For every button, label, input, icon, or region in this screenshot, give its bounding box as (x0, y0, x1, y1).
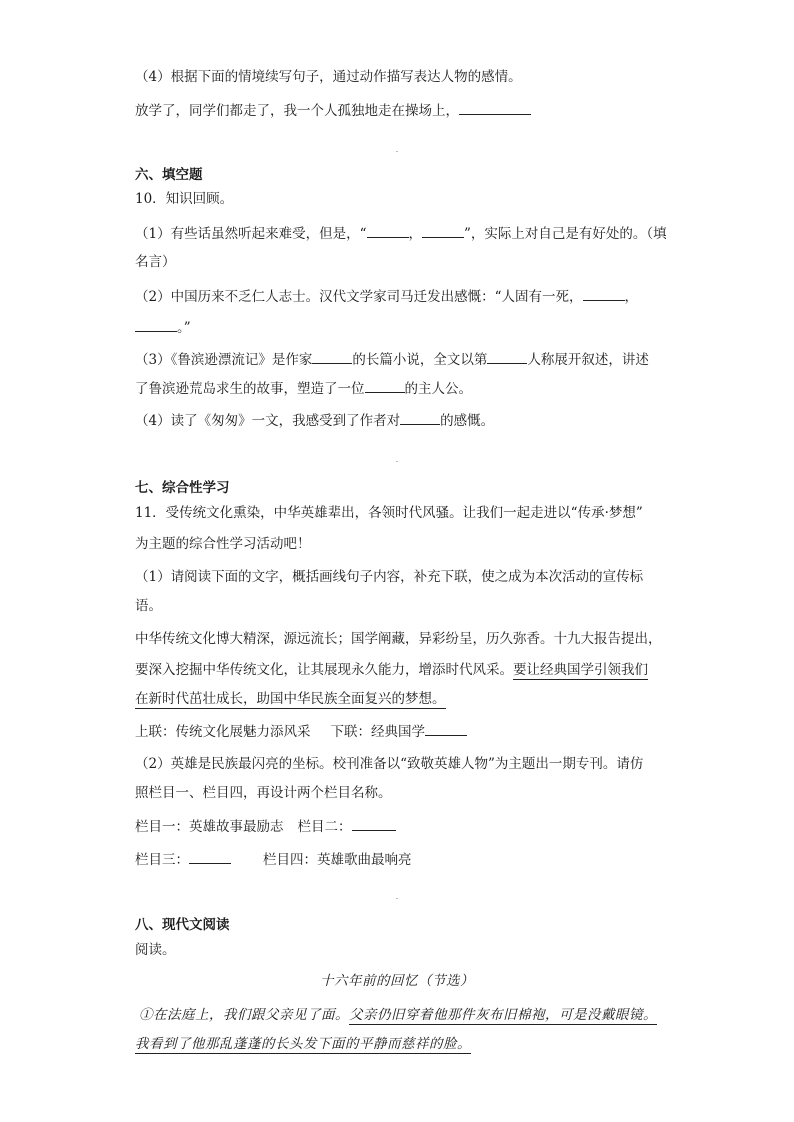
q10-part4: （4）读了《匆匆》一文，我感受到了作者对 的感慨。 (135, 409, 494, 432)
underlined-sentence: 在新时代茁壮成长，助国中华民族全面复兴的梦想。 (135, 691, 446, 707)
answer-blank[interactable] (487, 348, 527, 364)
q11-part1-cont: 语。 (135, 598, 162, 614)
q10-part3-cont: 了鲁滨逊荒岛求生的故事，塑造了一位 的主人公。 (135, 377, 472, 400)
answer-blank[interactable] (365, 377, 405, 393)
couplet-line (135, 720, 467, 743)
q11-part2: （2）英雄是民族最闪亮的坐标。校刊准备以“致敬英雄人物”为主题出一期专刊。请仿 (135, 756, 644, 772)
answer-blank[interactable] (367, 222, 409, 238)
q10-part3: （3）《鲁滨逊漂流记》是作家 的长篇小说，全文以第 人称展开叙述，讲述 (135, 348, 649, 371)
q10-part1: （1）有些话虽然听起来难受，但是，“ ， ”，实际上对自己是有好处的。（填 (135, 222, 667, 245)
divider-dot (396, 461, 398, 462)
answer-blank[interactable] (459, 99, 531, 115)
column-4: 栏目四：英雄歌曲最响亮 (263, 852, 412, 868)
reading-intro: 阅读。 (135, 942, 176, 958)
couplet-upper: 上联：传统文化展魅力添风采 (135, 724, 311, 740)
passage-title: 十六年前的回忆（节选） (320, 973, 474, 989)
question-11: 11．受传统文化熏染，中华英雄辈出，各领时代风骚。让我们一起走进以“传承·梦想” (135, 505, 643, 521)
underlined-sentence: 我看到了他那乱蓬蓬的长头发下面的平静而慈祥的脸。 (135, 1036, 471, 1052)
column-3: 栏目三： (135, 852, 189, 868)
passage-paragraph-cont (135, 1033, 471, 1055)
column-row (135, 848, 412, 871)
question-10: 10．知识回顾。 (135, 191, 234, 207)
column-2: 栏目二： (297, 819, 352, 835)
column-row (135, 815, 396, 838)
passage-line (135, 688, 446, 710)
answer-blank[interactable] (135, 316, 177, 332)
q10-part2: （2）中国历来不乏仁人志士。汉代文学家司马迁发出感慨：“人固有一死， ， (135, 285, 638, 308)
answer-blank[interactable] (583, 285, 625, 301)
section-heading-fill-blank: 六、填空题 (135, 167, 203, 183)
answer-blank[interactable] (422, 222, 464, 238)
passage-line: 要深入挖掘中华传统文化，让其展现永久能力，增添时代风采。要让经典国学引领我们 (135, 662, 648, 678)
column-1: 栏目一：英雄故事最励志 (135, 819, 284, 835)
question-11-cont: 为主题的综合性学习活动吧！ (135, 536, 311, 552)
section-heading-integrated: 七、综合性学习 (135, 480, 230, 496)
q10-part1-cont: 名言） (135, 254, 176, 270)
q4-prompt: （4）根据下面的情境续写句子，通过动作描写表达人物的感情。 (135, 69, 522, 85)
q11-part1: （1）请阅读下面的文字，概括画线句子内容，补充下联，使之成为本次活动的宣传标 (135, 569, 644, 585)
answer-blank[interactable] (400, 409, 440, 425)
divider-dot (396, 151, 398, 152)
underlined-sentence: 父亲仍旧穿着他那件灰布旧棉袍，可是没戴眼镜。 (349, 1007, 657, 1023)
divider-dot (396, 898, 398, 899)
answer-blank[interactable] (425, 720, 467, 736)
answer-blank[interactable] (189, 848, 231, 864)
couplet-lower: 下联：经典国学 (330, 724, 425, 740)
passage-paragraph: ①在法庭上，我们跟父亲见了面。父亲仍旧穿着他那件灰布旧棉袍，可是没戴眼镜。 (139, 1007, 657, 1023)
q11-part2-cont: 照栏目一、栏目四，再设计两个栏目名称。 (135, 785, 392, 801)
section-heading-reading: 八、现代文阅读 (135, 917, 230, 933)
answer-blank[interactable] (352, 815, 396, 831)
underlined-sentence: 要让经典国学引领我们 (513, 662, 648, 678)
q4-sentence: 放学了，同学们都走了，我一个人孤独地走在操场上， (135, 99, 531, 122)
q10-part2-cont: 。” (135, 316, 191, 339)
passage-line: 中华传统文化博大精深，源远流长；国学阐藏，异彩纷呈，历久弥香。十九大报告提出， (135, 631, 662, 647)
answer-blank[interactable] (312, 348, 352, 364)
